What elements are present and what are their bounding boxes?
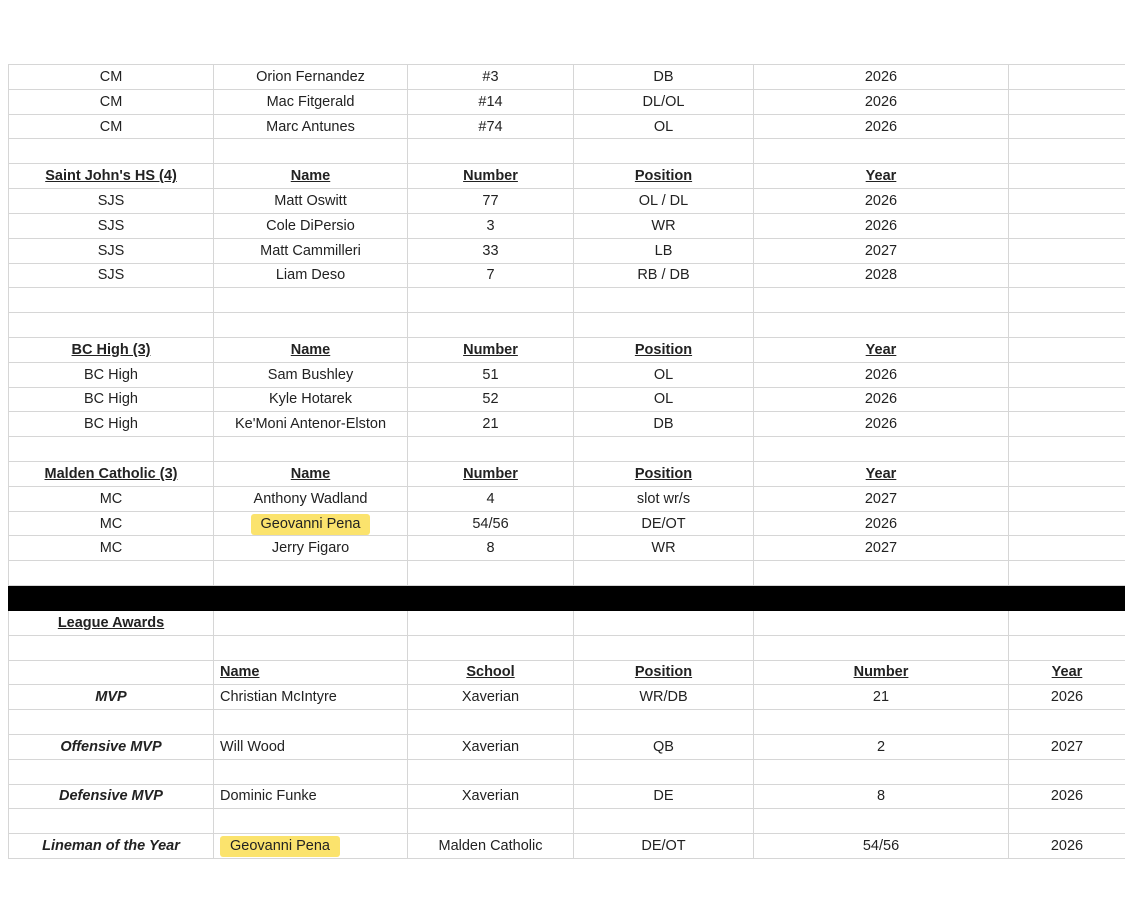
- award-cell[interactable]: Defensive MVP: [9, 784, 214, 809]
- empty-cell[interactable]: [408, 809, 574, 834]
- section-header-row: [9, 337, 1125, 362]
- table-row: [9, 189, 1125, 214]
- highlighted-name: Geovanni Pena: [251, 514, 371, 535]
- year-cell[interactable]: 2027: [754, 536, 1009, 561]
- empty-cell[interactable]: [214, 759, 408, 784]
- position-cell[interactable]: OL: [574, 362, 754, 387]
- column-header-year[interactable]: Year: [754, 337, 1009, 362]
- column-header-number[interactable]: Number: [408, 164, 574, 189]
- number-cell[interactable]: 52: [408, 387, 574, 412]
- column-header-name[interactable]: Name: [214, 660, 408, 685]
- empty-cell[interactable]: [408, 437, 574, 462]
- table-row: [9, 685, 1125, 710]
- black-separator-row: [9, 586, 1125, 611]
- table-row: [9, 362, 1125, 387]
- number-cell[interactable]: 2: [754, 734, 1009, 759]
- school-cell[interactable]: BC High: [9, 362, 214, 387]
- empty-cell[interactable]: [214, 561, 408, 586]
- empty-cell[interactable]: [1009, 288, 1125, 313]
- column-header-position[interactable]: Position: [574, 462, 754, 487]
- empty-cell[interactable]: [9, 313, 214, 338]
- name-cell[interactable]: Jerry Figaro: [214, 536, 408, 561]
- awards-title-row: [9, 610, 1125, 635]
- table-row: [9, 834, 1125, 859]
- empty-cell[interactable]: [574, 288, 754, 313]
- empty-cell[interactable]: [1009, 213, 1125, 238]
- school-cell[interactable]: Xaverian: [408, 685, 574, 710]
- empty-cell[interactable]: [1009, 486, 1125, 511]
- empty-cell[interactable]: [9, 759, 214, 784]
- number-cell[interactable]: 4: [408, 486, 574, 511]
- empty-cell[interactable]: [408, 139, 574, 164]
- empty-cell[interactable]: [214, 610, 408, 635]
- empty-cell[interactable]: [408, 561, 574, 586]
- empty-row: [9, 313, 1125, 338]
- empty-cell[interactable]: [574, 437, 754, 462]
- column-header-year[interactable]: Year: [754, 462, 1009, 487]
- position-cell[interactable]: DE/OT: [574, 834, 754, 859]
- name-cell[interactable]: Cole DiPersio: [214, 213, 408, 238]
- number-cell[interactable]: 21: [754, 685, 1009, 710]
- empty-cell[interactable]: [754, 710, 1009, 735]
- year-cell[interactable]: 2026: [754, 89, 1009, 114]
- empty-cell[interactable]: [754, 635, 1009, 660]
- table-row: [9, 511, 1125, 536]
- school-cell[interactable]: CM: [9, 89, 214, 114]
- year-cell[interactable]: 2026: [1009, 784, 1125, 809]
- position-cell[interactable]: WR/DB: [574, 685, 754, 710]
- position-cell[interactable]: QB: [574, 734, 754, 759]
- empty-cell[interactable]: [408, 710, 574, 735]
- school-cell[interactable]: SJS: [9, 213, 214, 238]
- empty-cell[interactable]: [754, 288, 1009, 313]
- empty-cell[interactable]: [754, 809, 1009, 834]
- empty-cell[interactable]: [408, 759, 574, 784]
- empty-cell[interactable]: [1009, 511, 1125, 536]
- empty-cell[interactable]: [754, 759, 1009, 784]
- table-row: [9, 238, 1125, 263]
- empty-cell[interactable]: [1009, 610, 1125, 635]
- name-cell[interactable]: Christian McIntyre: [214, 685, 408, 710]
- table-row: [9, 89, 1125, 114]
- year-cell[interactable]: 2026: [754, 511, 1009, 536]
- position-cell[interactable]: WR: [574, 213, 754, 238]
- year-cell[interactable]: 2026: [754, 362, 1009, 387]
- school-cell[interactable]: MC: [9, 511, 214, 536]
- year-cell[interactable]: 2026: [754, 189, 1009, 214]
- position-cell[interactable]: LB: [574, 238, 754, 263]
- year-cell[interactable]: 2026: [754, 65, 1009, 90]
- school-cell[interactable]: MC: [9, 536, 214, 561]
- empty-row: [9, 710, 1125, 735]
- name-cell[interactable]: Dominic Funke: [214, 784, 408, 809]
- column-header-number[interactable]: Number: [408, 462, 574, 487]
- empty-cell[interactable]: [214, 710, 408, 735]
- table-row: [9, 536, 1125, 561]
- empty-cell[interactable]: [9, 710, 214, 735]
- empty-cell[interactable]: [408, 610, 574, 635]
- table-row: [9, 213, 1125, 238]
- name-cell[interactable]: Mac Fitgerald: [214, 89, 408, 114]
- school-cell[interactable]: MC: [9, 486, 214, 511]
- spreadsheet-grid: [8, 64, 1125, 859]
- position-cell[interactable]: RB / DB: [574, 263, 754, 288]
- table-row: [9, 486, 1125, 511]
- empty-cell[interactable]: [1009, 313, 1125, 338]
- number-cell[interactable]: 51: [408, 362, 574, 387]
- empty-cell[interactable]: [1009, 536, 1125, 561]
- empty-cell[interactable]: [408, 288, 574, 313]
- empty-cell[interactable]: [1009, 635, 1125, 660]
- empty-cell[interactable]: [574, 759, 754, 784]
- empty-cell[interactable]: [1009, 362, 1125, 387]
- year-cell[interactable]: 2027: [1009, 734, 1125, 759]
- position-cell[interactable]: DB: [574, 412, 754, 437]
- position-cell[interactable]: OL / DL: [574, 189, 754, 214]
- empty-cell[interactable]: [754, 437, 1009, 462]
- column-header-position[interactable]: Position: [574, 660, 754, 685]
- table-row: [9, 114, 1125, 139]
- column-header-name[interactable]: Name: [214, 337, 408, 362]
- empty-row: [9, 288, 1125, 313]
- year-cell[interactable]: 2027: [754, 238, 1009, 263]
- empty-cell[interactable]: [1009, 462, 1125, 487]
- name-cell[interactable]: Kyle Hotarek: [214, 387, 408, 412]
- empty-row: [9, 759, 1125, 784]
- number-cell[interactable]: 77: [408, 189, 574, 214]
- year-cell[interactable]: 2026: [754, 213, 1009, 238]
- number-cell[interactable]: 33: [408, 238, 574, 263]
- empty-cell[interactable]: [214, 313, 408, 338]
- empty-cell[interactable]: [214, 288, 408, 313]
- empty-cell[interactable]: [9, 660, 214, 685]
- school-cell[interactable]: Malden Catholic: [408, 834, 574, 859]
- name-cell[interactable]: Matt Cammilleri: [214, 238, 408, 263]
- number-cell[interactable]: #74: [408, 114, 574, 139]
- column-header-number[interactable]: Number: [754, 660, 1009, 685]
- position-cell[interactable]: DL/OL: [574, 89, 754, 114]
- school-cell[interactable]: CM: [9, 65, 214, 90]
- empty-cell[interactable]: [574, 561, 754, 586]
- year-cell[interactable]: 2028: [754, 263, 1009, 288]
- section-header-row: [9, 164, 1125, 189]
- empty-cell[interactable]: [408, 635, 574, 660]
- empty-cell[interactable]: [574, 313, 754, 338]
- column-header-name[interactable]: Name: [214, 164, 408, 189]
- position-cell[interactable]: OL: [574, 387, 754, 412]
- number-cell[interactable]: 7: [408, 263, 574, 288]
- position-cell[interactable]: slot wr/s: [574, 486, 754, 511]
- position-cell[interactable]: DE: [574, 784, 754, 809]
- number-cell[interactable]: 21: [408, 412, 574, 437]
- section-title-bc-high[interactable]: BC High (3): [9, 337, 214, 362]
- empty-cell[interactable]: [1009, 412, 1125, 437]
- name-cell[interactable]: Matt Oswitt: [214, 189, 408, 214]
- empty-cell[interactable]: [1009, 437, 1125, 462]
- position-cell[interactable]: DE/OT: [574, 511, 754, 536]
- empty-cell[interactable]: [214, 809, 408, 834]
- empty-cell[interactable]: [1009, 114, 1125, 139]
- column-header-position[interactable]: Position: [574, 337, 754, 362]
- name-cell[interactable]: [214, 834, 408, 859]
- empty-row: [9, 139, 1125, 164]
- empty-cell[interactable]: [1009, 189, 1125, 214]
- empty-cell[interactable]: [574, 710, 754, 735]
- column-header-year[interactable]: Year: [1009, 660, 1125, 685]
- year-cell[interactable]: 2026: [1009, 685, 1125, 710]
- number-cell[interactable]: 3: [408, 213, 574, 238]
- table-row: [9, 387, 1125, 412]
- empty-cell[interactable]: [574, 139, 754, 164]
- table-row: [9, 784, 1125, 809]
- empty-row: [9, 561, 1125, 586]
- name-cell[interactable]: Anthony Wadland: [214, 486, 408, 511]
- empty-cell[interactable]: [1009, 561, 1125, 586]
- awards-header-row: [9, 660, 1125, 685]
- empty-cell[interactable]: [9, 437, 214, 462]
- empty-cell[interactable]: [214, 635, 408, 660]
- column-header-name[interactable]: Name: [214, 462, 408, 487]
- empty-cell[interactable]: [1009, 164, 1125, 189]
- empty-row: [9, 635, 1125, 660]
- empty-row: [9, 437, 1125, 462]
- empty-cell[interactable]: [754, 561, 1009, 586]
- empty-cell[interactable]: [574, 610, 754, 635]
- school-cell[interactable]: SJS: [9, 238, 214, 263]
- empty-cell[interactable]: [9, 139, 214, 164]
- column-header-number[interactable]: Number: [408, 337, 574, 362]
- column-header-position[interactable]: Position: [574, 164, 754, 189]
- empty-cell[interactable]: [574, 809, 754, 834]
- empty-cell[interactable]: [1009, 238, 1125, 263]
- name-cell[interactable]: Orion Fernandez: [214, 65, 408, 90]
- position-cell[interactable]: OL: [574, 114, 754, 139]
- position-cell[interactable]: WR: [574, 536, 754, 561]
- table-row: [9, 65, 1125, 90]
- section-header-row: [9, 462, 1125, 487]
- name-cell[interactable]: [214, 511, 408, 536]
- name-cell[interactable]: Ke'Moni Antenor-Elston: [214, 412, 408, 437]
- empty-cell[interactable]: [1009, 387, 1125, 412]
- empty-cell[interactable]: [1009, 89, 1125, 114]
- empty-cell[interactable]: [1009, 759, 1125, 784]
- number-cell[interactable]: 54/56: [754, 834, 1009, 859]
- name-cell[interactable]: Liam Deso: [214, 263, 408, 288]
- number-cell[interactable]: 8: [754, 784, 1009, 809]
- number-cell[interactable]: #14: [408, 89, 574, 114]
- school-cell[interactable]: CM: [9, 114, 214, 139]
- empty-cell[interactable]: [574, 635, 754, 660]
- name-cell[interactable]: Will Wood: [214, 734, 408, 759]
- number-cell[interactable]: 54/56: [408, 511, 574, 536]
- empty-cell[interactable]: [408, 313, 574, 338]
- table-row: [9, 412, 1125, 437]
- empty-cell[interactable]: [9, 809, 214, 834]
- name-cell[interactable]: Sam Bushley: [214, 362, 408, 387]
- award-cell[interactable]: Lineman of the Year: [9, 834, 214, 859]
- empty-cell[interactable]: [754, 313, 1009, 338]
- highlighted-name: Geovanni Pena: [220, 836, 340, 857]
- empty-cell[interactable]: [754, 139, 1009, 164]
- position-cell[interactable]: DB: [574, 65, 754, 90]
- empty-cell[interactable]: [214, 139, 408, 164]
- year-cell[interactable]: 2026: [754, 412, 1009, 437]
- empty-cell[interactable]: [1009, 139, 1125, 164]
- school-cell[interactable]: Xaverian: [408, 734, 574, 759]
- section-title-malden-catholic[interactable]: Malden Catholic (3): [9, 462, 214, 487]
- empty-cell[interactable]: [9, 288, 214, 313]
- column-header-year[interactable]: Year: [754, 164, 1009, 189]
- empty-cell[interactable]: [1009, 809, 1125, 834]
- empty-cell[interactable]: [1009, 65, 1125, 90]
- school-cell[interactable]: BC High: [9, 387, 214, 412]
- empty-cell[interactable]: [1009, 710, 1125, 735]
- award-cell[interactable]: Offensive MVP: [9, 734, 214, 759]
- award-cell[interactable]: MVP: [9, 685, 214, 710]
- empty-cell[interactable]: [214, 437, 408, 462]
- section-title-saint-johns[interactable]: Saint John's HS (4): [9, 164, 214, 189]
- year-cell[interactable]: 2026: [754, 114, 1009, 139]
- school-cell[interactable]: SJS: [9, 189, 214, 214]
- empty-cell[interactable]: [1009, 263, 1125, 288]
- empty-cell[interactable]: [9, 635, 214, 660]
- empty-row: [9, 809, 1125, 834]
- empty-cell[interactable]: [9, 561, 214, 586]
- school-cell[interactable]: BC High: [9, 412, 214, 437]
- school-cell[interactable]: Xaverian: [408, 784, 574, 809]
- empty-cell[interactable]: [754, 610, 1009, 635]
- school-cell[interactable]: SJS: [9, 263, 214, 288]
- year-cell[interactable]: 2026: [1009, 834, 1125, 859]
- column-header-school[interactable]: School: [408, 660, 574, 685]
- black-separator: [9, 586, 1125, 611]
- table-row: [9, 734, 1125, 759]
- table-row: [9, 263, 1125, 288]
- empty-cell[interactable]: [1009, 337, 1125, 362]
- year-cell[interactable]: 2027: [754, 486, 1009, 511]
- year-cell[interactable]: 2026: [754, 387, 1009, 412]
- number-cell[interactable]: 8: [408, 536, 574, 561]
- number-cell[interactable]: #3: [408, 65, 574, 90]
- name-cell[interactable]: Marc Antunes: [214, 114, 408, 139]
- league-awards-title[interactable]: League Awards: [9, 610, 214, 635]
